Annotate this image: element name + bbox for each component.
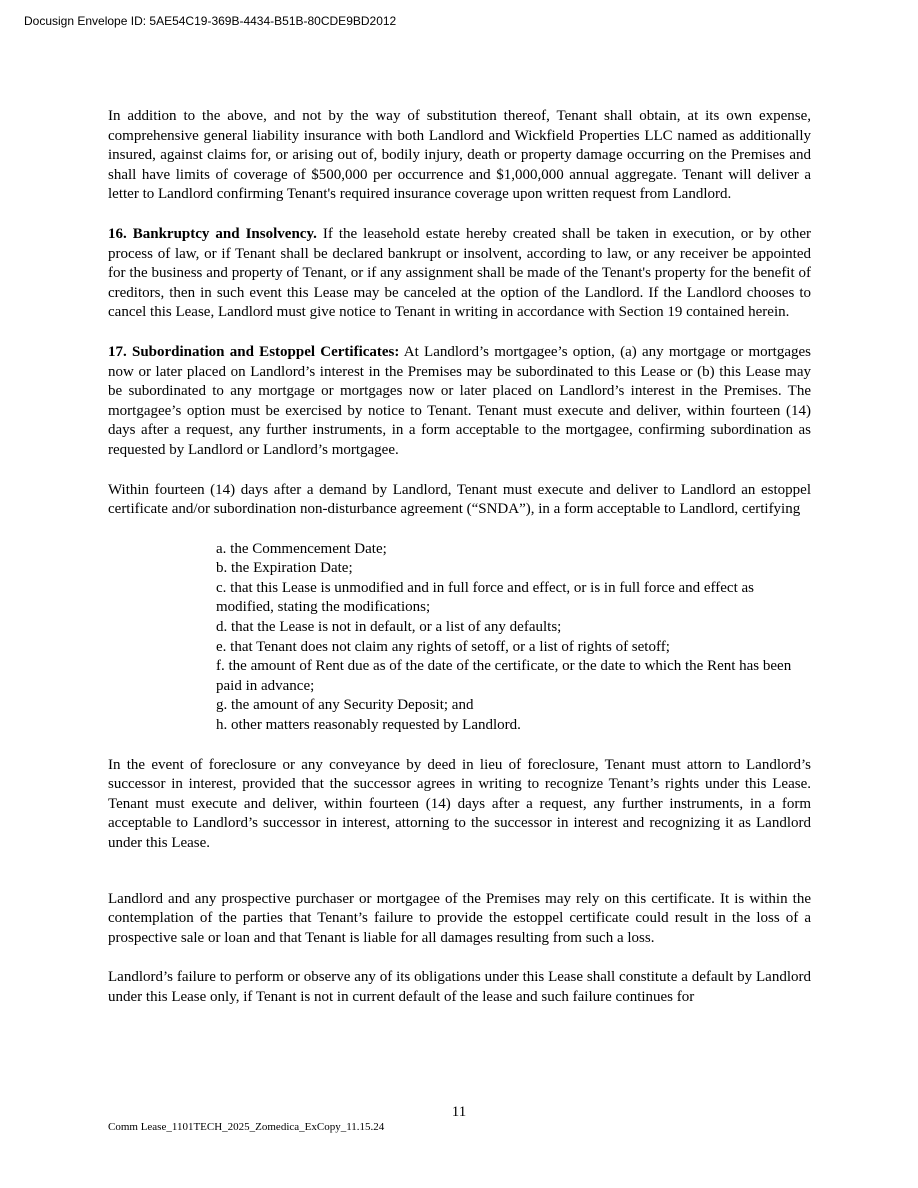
certify-list <box>216 540 811 736</box>
list-item: a. the Commencement Date; <box>216 540 387 557</box>
list-item: e. that Tenant does not claim any rights of setoff, or a list of rights of setoff; <box>216 638 670 655</box>
list-item: c. that this Lease is unmodified and in full force and effect, or is in full force and effect as modified, stating the modifications; <box>216 579 755 616</box>
list-item: d. that the Lease is not in default, or a list of any defaults; <box>216 619 562 636</box>
default-paragraph: Landlord’s failure to perform or observe any of its obligations under this Lease shall constitute a default by Landlord under this Lease only, if Tenant is not in current default of the lease and such failure continues for <box>108 969 811 1005</box>
document-body <box>108 107 811 1028</box>
section-17-text: At Landlord’s mortgagee’s option, (a) any mortgage or mortgages now or later placed on Landlord’s interest in the Premises may be subordinated to this Lease or (b) this Lease may be subordinated to any mortgage or mortgages now or later placed on Landlord’s interest in the Premises. The mortgagee’s option must be exercised by notice to Tenant. Tenant must execute and deliver, within fourteen (14) days after a request, any further instruments, in a form acceptable to the mortgagee, confirming subordination as requested by Landlord or Landlord’s mortgagee. <box>108 343 811 458</box>
section-17-heading: 17. Subordination and Estoppel Certificates: <box>108 343 400 360</box>
foreclosure-paragraph: In the event of foreclosure or any conveyance by deed in lieu of foreclosure, Tenant must attorn to Landlord’s successor in interest, provided that the successor agrees in writing to recognize Tenant’s rights under this Lease. Tenant must execute and deliver, within fourteen (14) days after a request, any further instruments, in a form acceptable to Landlord’s successor in interest, attorning to the successor in interest and recognizing it as Landlord under this Lease. <box>108 756 811 851</box>
page-number: 11 <box>451 1104 467 1120</box>
list-item: h. other matters reasonably requested by Landlord. <box>216 717 521 734</box>
envelope-id: Docusign Envelope ID: 5AE54C19-369B-4434-B51B-80CDE9BD2012 <box>24 14 397 28</box>
list-item: b. the Expiration Date; <box>216 560 353 577</box>
footer-filename: Comm Lease_1101TECH_2025_Zomedica_ExCopy_11.15.24 <box>108 1121 385 1133</box>
section-16-text: If the leasehold estate hereby created shall be taken in execution, or by other process of law, or if Tenant shall be declared bankrupt or insolvent, according to law, or any receiver be appointed for the business and property of Tenant, or if any assignment shall be made of the Tenant's property for the benefit of creditors, then in such event this Lease may be canceled at the option of the Landlord. If the Landlord chooses to cancel this Lease, Landlord must give notice to Tenant in writing in accordance with Section 19 contained herein. <box>108 225 811 321</box>
insurance-paragraph: In addition to the above, and not by the way of substitution thereof, Tenant shall obtain, at its own expense, comprehensive general liability insurance with both Landlord and Wickfield Properties LLC named as additionally insured, against claims for, or arising out of, bodily injury, death or property damage occurring on the Premises and shall have limits of coverage of $500,000 per occurrence and $1,000,000 annual aggregate. Tenant will deliver a letter to Landlord confirming Tenant's required insurance coverage upon written request from Landlord. <box>108 108 811 203</box>
section-17-paragraph <box>108 343 811 461</box>
section-16-heading: 16. Bankruptcy and Insolvency. <box>108 225 317 242</box>
estoppel-intro-paragraph: Within fourteen (14) days after a demand by Landlord, Tenant must execute and deliver to Landlord an estoppel certificate and/or subordination non-disturbance agreement (“SNDA”), in a form acceptable to Landlord, certifying <box>108 481 811 518</box>
reliance-paragraph: Landlord and any prospective purchaser or mortgagee of the Premises may rely on this certificate. It is within the contemplation of the parties that Tenant’s failure to provide the estoppel certificate could result in the loss of a prospective sale or loan and that Tenant is liable for all damages resulting from such a loss. <box>108 890 811 946</box>
list-item: g. the amount of any Security Deposit; and <box>216 697 474 714</box>
list-item: f. the amount of Rent due as of the date of the certificate, or the date to which the Rent has been paid in advance; <box>216 658 792 694</box>
section-16-paragraph <box>108 225 811 323</box>
